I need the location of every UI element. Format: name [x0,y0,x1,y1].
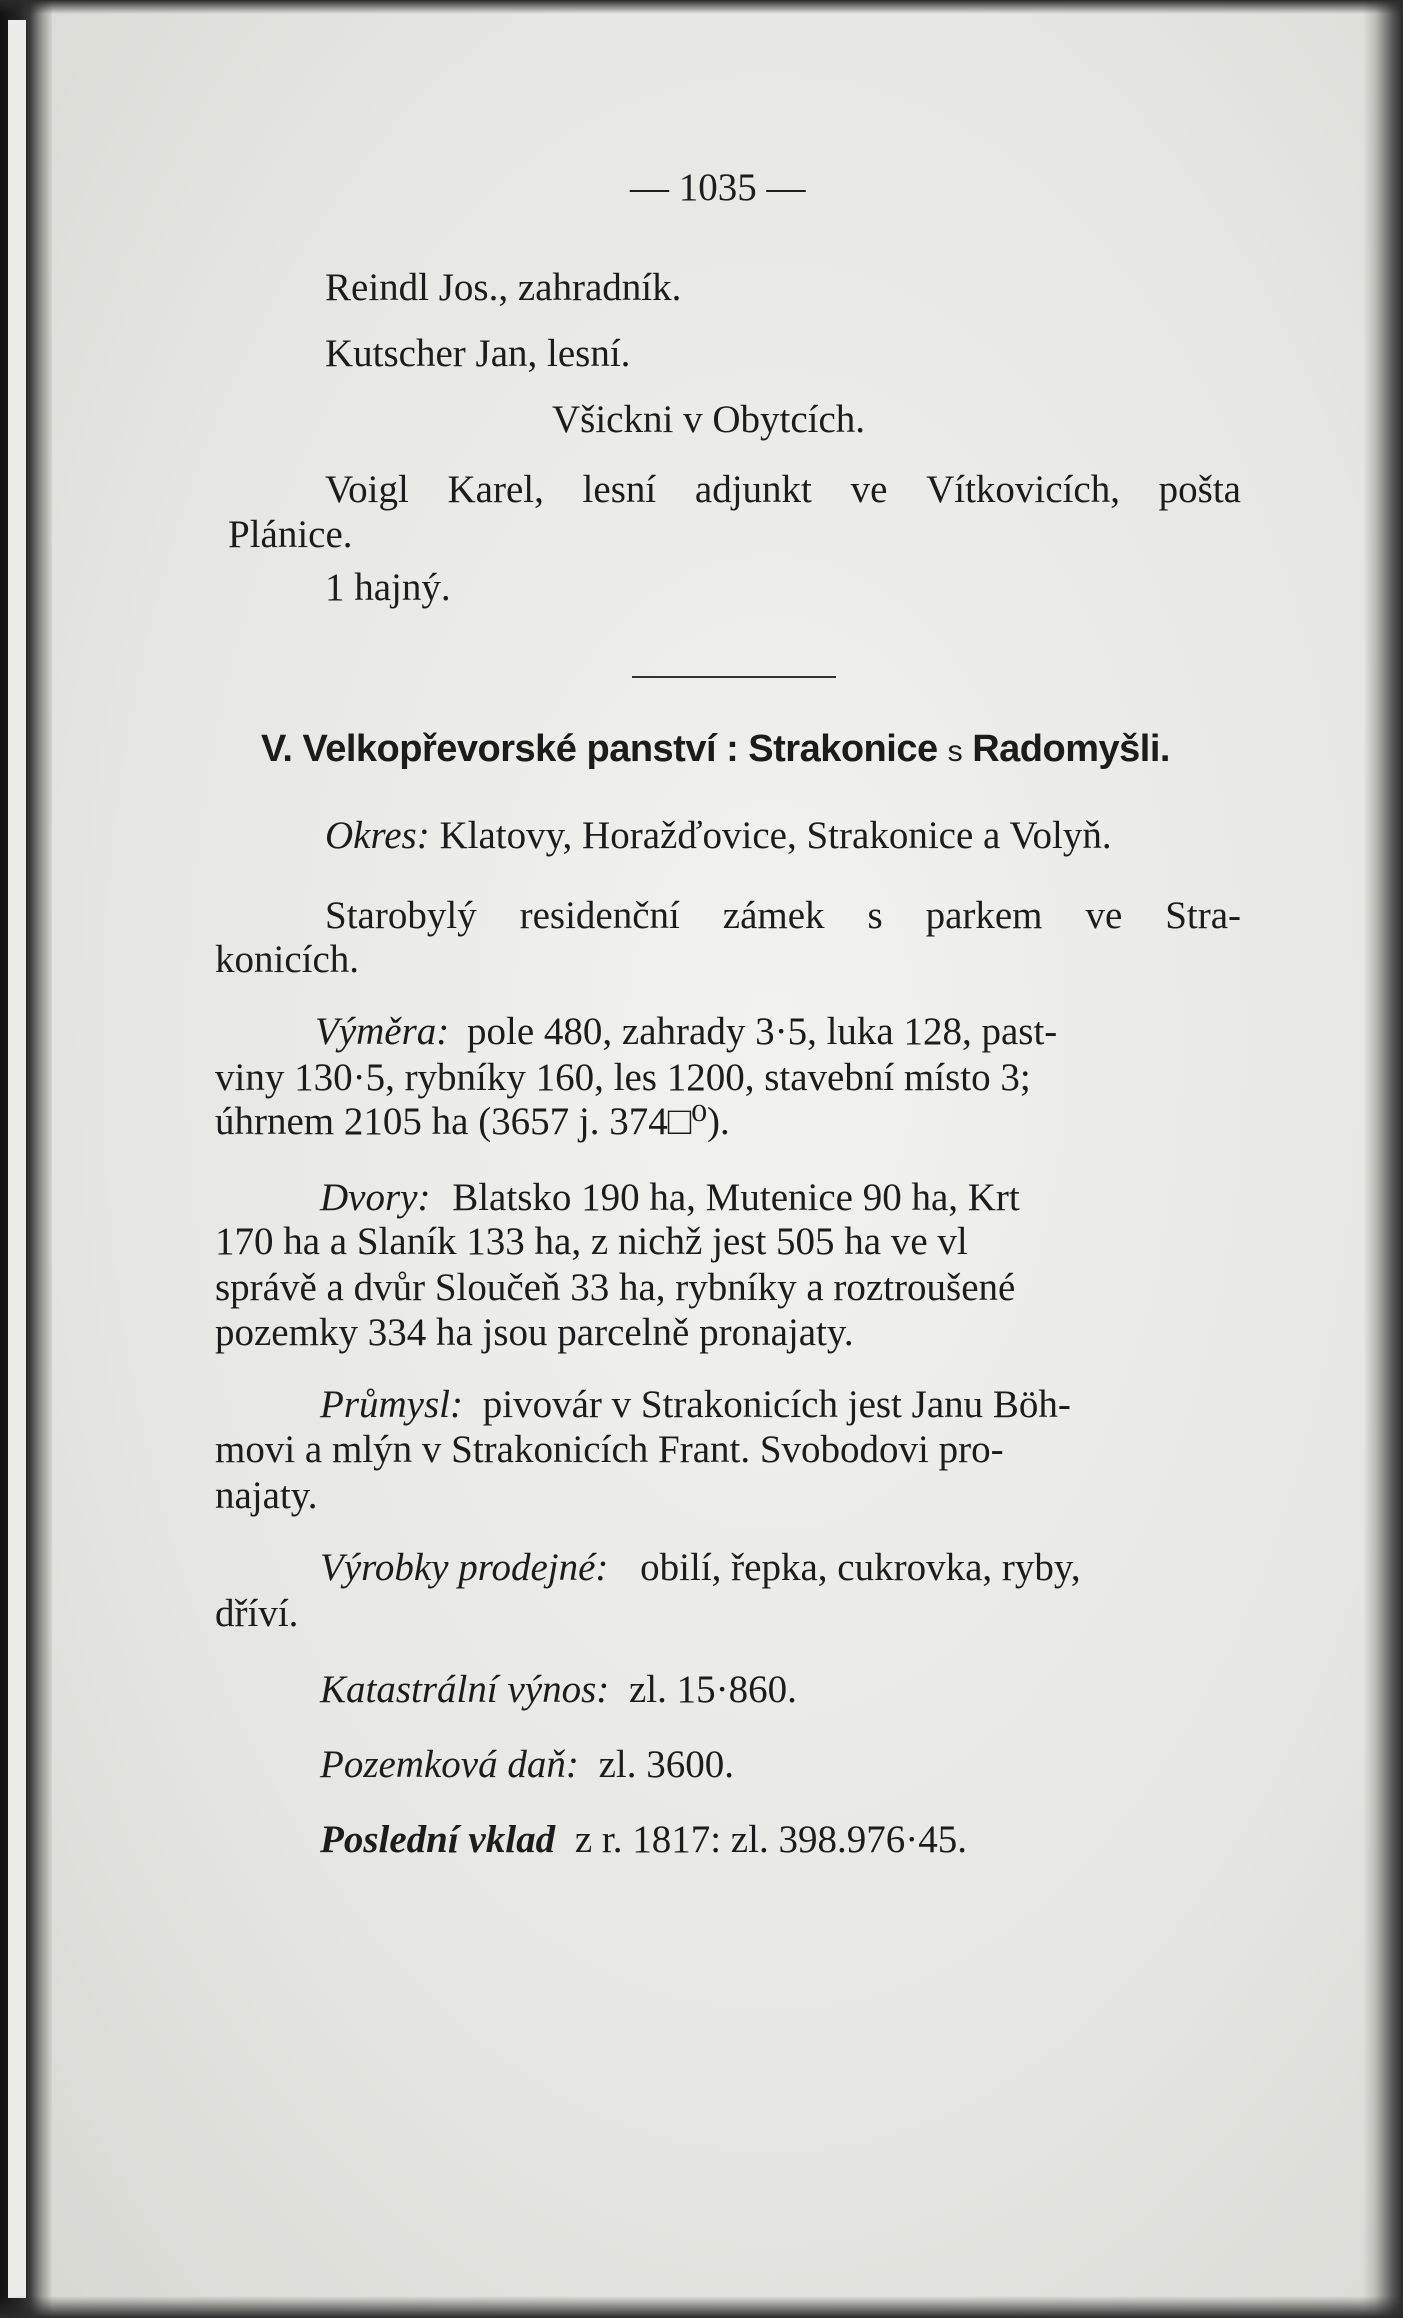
section-heading-main: V. Velkopřevorské panství : Strakonice [261,728,938,770]
right-page-edge [1363,0,1403,2318]
okres-label: Okres: [325,814,430,857]
staff-line-4 [325,470,1241,509]
dan-label: Pozemková daň: [320,1743,579,1786]
prumysl-label: Průmysl: [320,1383,463,1426]
word: Karel, [447,468,544,511]
word: adjunkt [694,468,812,511]
word: Stra- [1165,894,1241,937]
okres-line [325,816,1112,855]
section-heading-s: s [947,735,963,768]
dvory-text-1: Blatsko 190 ha, Mutenice 90 ha, Krt [452,1176,1020,1219]
prumysl-line-3: najaty. [215,1474,318,1517]
staff-line-5: Plánice. [228,513,353,556]
dan-line [320,1745,734,1784]
vymera-line-2: viny 130·5, rybníky 160, les 1200, stavební místo 3; [215,1056,1031,1099]
prumysl-text-1: pivovár v Strakonicích jest Janu Böh- [482,1383,1071,1426]
previous-page-sliver [8,20,28,2298]
word: residenční [519,894,680,937]
dvory-line-3: správě a dvůr Sloučeň 33 ha, rybníky a roztroušené [215,1266,1016,1309]
vyrobky-line-1 [320,1548,1081,1587]
page-number: — 1035 — [630,166,806,209]
dvory-line-2: 170 ha a Slaník 133 ha, z nichž jest 505 ha ve vl [215,1220,968,1263]
word: Vítkovicích, [926,468,1120,511]
prumysl-line-2: movi a mlýn v Strakonicích Frant. Svobodovi pro- [215,1428,1004,1471]
dvory-label: Dvory: [320,1176,431,1219]
section-divider [632,676,836,678]
staff-line-1: Reindl Jos., zahradník. [325,266,682,309]
katastr-value: zl. 15·860. [629,1668,797,1711]
staff-line-6: 1 hajný. [325,566,451,609]
zamek-line-1 [325,896,1241,935]
staff-line-3: Všickni v Obytcích. [552,398,866,441]
binding-edge [0,0,52,2318]
word: s [867,894,883,937]
bottom-page-edge [0,2296,1403,2318]
word: Starobylý [325,894,477,937]
word: ve [1085,894,1123,937]
katastr-line [320,1670,797,1709]
vklad-label: Poslední vklad [320,1818,556,1861]
dan-value: zl. 3600. [598,1743,734,1786]
dvory-line-1 [320,1178,1020,1217]
vyrobky-text-1: obilí, řepka, cukrovka, ryby, [640,1546,1081,1589]
zamek-line-2: konicích. [215,938,360,981]
dvory-line-4: pozemky 334 ha jsou parcelně pronajaty. [215,1311,854,1354]
vklad-value: z r. 1817: zl. 398.976·45. [574,1818,967,1861]
section-heading [261,730,1170,768]
vyrobky-label: Výrobky prodejné: [320,1546,609,1589]
word: lesní [582,468,657,511]
word: Voigl [325,468,409,511]
staff-line-2: Kutscher Jan, lesní. [325,332,631,375]
katastr-label: Katastrální výnos: [320,1668,610,1711]
vymera-line-3: úhrnem 2105 ha (3657 j. 374□⁰). [215,1100,730,1143]
top-page-edge [0,0,1403,14]
word: ve [850,468,888,511]
vymera-text-1: pole 480, zahrady 3·5, luka 128, past- [467,1010,1058,1053]
okres-text: Klatovy, Horažďovice, Strakonice a Volyň. [439,814,1112,857]
word: pošta [1158,468,1241,511]
vyrobky-line-2: dříví. [215,1592,299,1635]
prumysl-line-1 [320,1385,1071,1424]
vklad-line [320,1820,967,1859]
vymera-label: Výměra: [315,1010,450,1053]
word: parkem [925,894,1043,937]
word: zámek [722,894,825,937]
section-heading-place: Radomyšli. [972,728,1170,770]
vymera-line-1 [315,1012,1057,1051]
